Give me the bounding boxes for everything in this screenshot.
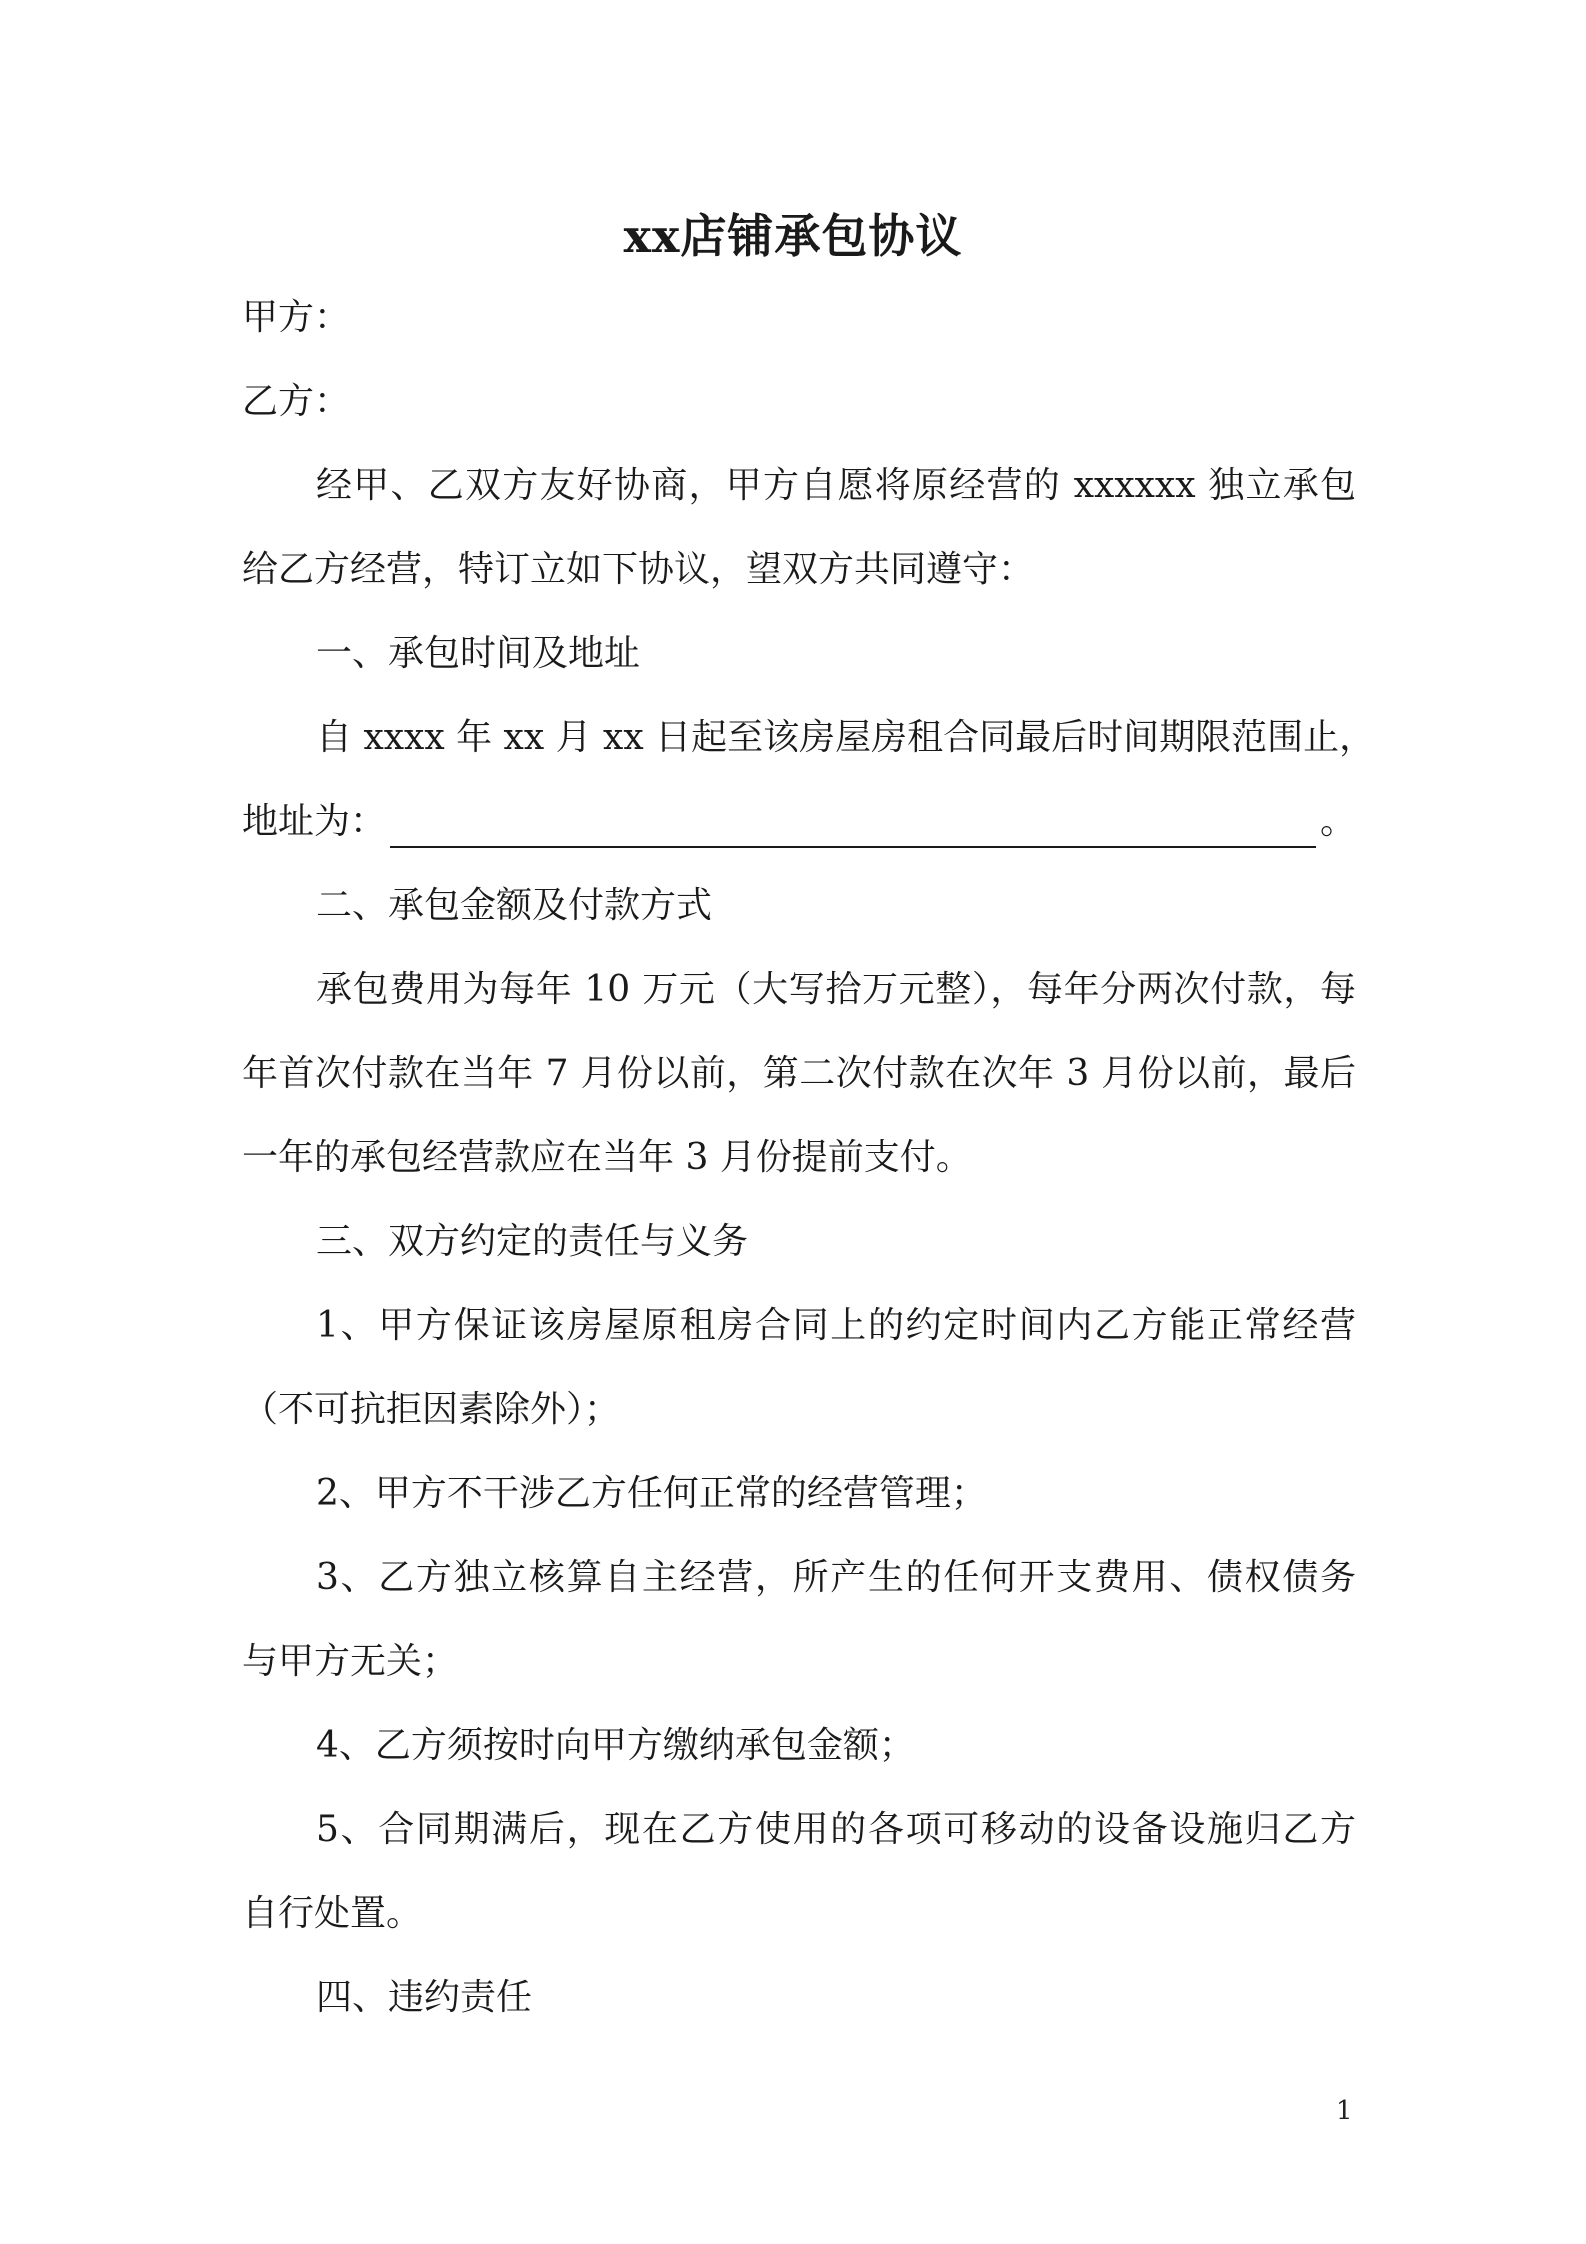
intro-line-1: 经甲、乙双方友好协商，甲方自愿将原经营的 xxxxxx 独立承包 [316,465,1356,506]
page-number: 1 [1336,2096,1353,2126]
section-2-line-2: 年首次付款在当年 7 月份以前，第二次付款在次年 3 月份以前，最后 [242,1053,1356,1094]
item-1-line-1: 1、甲方保证该房屋原租房合同上的约定时间内乙方能正常经营 [316,1305,1356,1346]
item-3-line-1: 3、乙方独立核算自主经营，所产生的任何开支费用、债权债务 [316,1557,1356,1598]
section-4-heading: 四、违约责任 [316,1977,533,2018]
address-blank-field [390,808,1316,848]
item-3-line-2: 与甲方无关； [242,1641,459,1682]
item-2: 2、甲方不干涉乙方任何正常的经营管理； [316,1473,987,1514]
address-end-mark: 。 [1319,801,1356,842]
section-2-heading: 二、承包金额及付款方式 [316,885,713,926]
item-5-line-2: 自行处置。 [242,1893,423,1934]
address-label: 地址为： [242,801,387,842]
party-a-label: 甲方： [242,297,351,338]
item-4: 4、乙方须按时向甲方缴纳承包金额； [316,1725,915,1766]
document-title: xx店铺承包协议 [623,209,963,263]
section-2-line-1: 承包费用为每年 10 万元（大写拾万元整），每年分两次付款，每 [316,969,1356,1010]
section-1-heading: 一、承包时间及地址 [316,633,641,674]
section-1-line-1: 自 xxxx 年 xx 月 xx 日起至该房屋房租合同最后时间期限范围止， [316,717,1376,758]
section-2-line-3: 一年的承包经营款应在当年 3 月份提前支付。 [242,1137,972,1178]
address-line [242,796,1356,848]
party-b-label: 乙方： [242,381,351,422]
section-3-heading: 三、双方约定的责任与义务 [316,1221,749,1262]
item-5-line-1: 5、合同期满后，现在乙方使用的各项可移动的设备设施归乙方 [316,1809,1356,1850]
item-1-line-2: （不可抗拒因素除外）； [242,1389,621,1430]
intro-line-2: 给乙方经营，特订立如下协议，望双方共同遵守： [242,549,1035,590]
